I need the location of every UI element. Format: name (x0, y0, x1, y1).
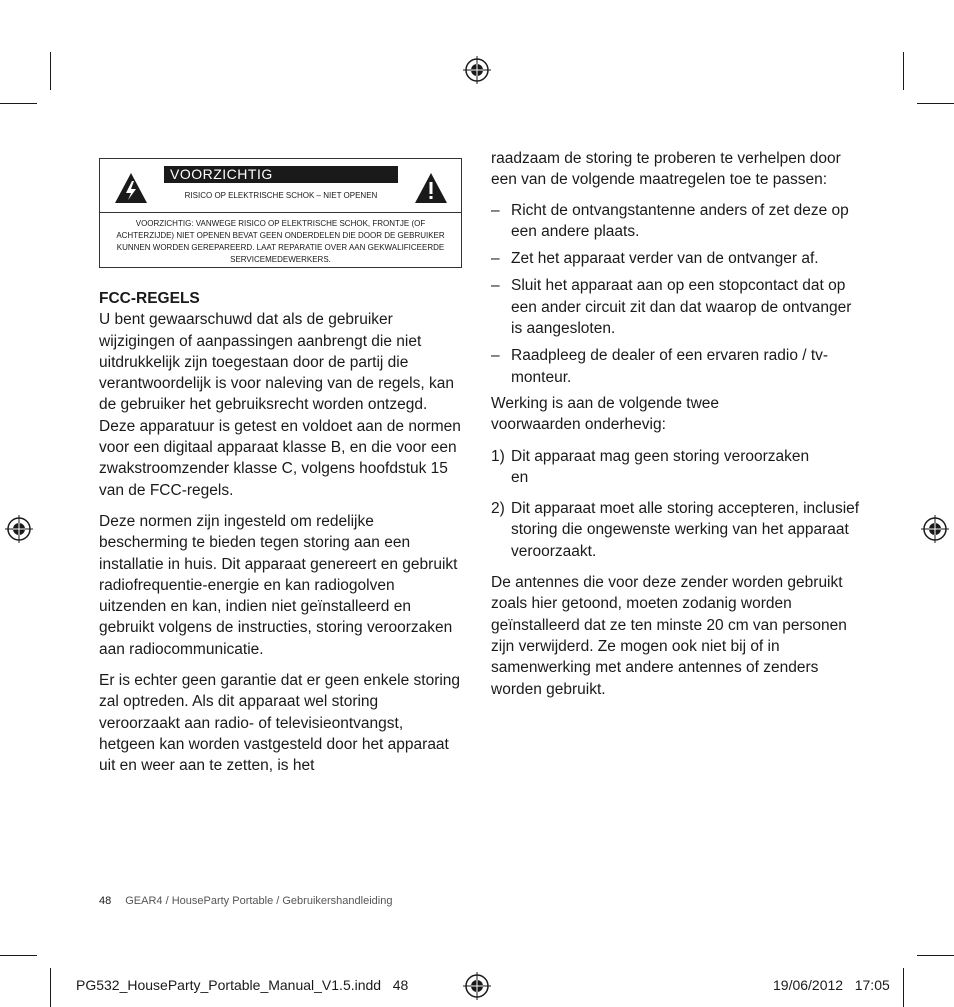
registration-mark-icon (463, 56, 491, 84)
paragraph: Deze normen zijn ingesteld om redelijke bescherming te bieden tegen storing aan een installatie in huis. Dit apparaat genereert en gebruikt radiofrequentie-energie en kan radiogolven uitzenden en kan, indien niet geïnstalleerd en gebruikt volgens de instructies, storing veroorzaken aan radiocommunicatie. (99, 512, 458, 658)
crop-mark (903, 968, 904, 1007)
crop-mark (0, 103, 37, 104)
crop-mark (50, 968, 51, 1007)
exclamation-triangle-icon (414, 172, 448, 204)
slug-datetime: 19/06/2012 17:05 (773, 977, 890, 993)
paragraph: De antennes die voor deze zender worden gebruikt zoals hier getoond, moeten zodanig worden geïnstalleerd dat ze ten minste 20 cm van personen zijn verwijderd. Ze mogen ook niet bij of in samenwerking met andere antennes of zenders worden gebruikt. (491, 574, 847, 698)
dash-marker: – (491, 347, 500, 365)
registration-mark-icon (463, 972, 491, 1000)
caution-title: VOORZICHTIG (164, 166, 398, 183)
list-item-text: Raadpleeg de dealer of een ervaren radio / tv-monteur. (511, 347, 829, 386)
dash-marker: – (491, 277, 500, 295)
condition-item (491, 498, 863, 562)
condition-number: 1) (491, 447, 505, 465)
registration-mark-icon (921, 515, 949, 543)
condition-number: 2) (491, 500, 505, 518)
paragraph: Werking is aan de volgende twee voorwaarden onderhevig: (491, 394, 720, 434)
condition-item (491, 446, 811, 489)
list-item-text: Richt de ontvangstantenne anders of zet deze op een andere plaats. (511, 201, 849, 240)
condition-text: Dit apparaat moet alle storing accepteren, inclusief storing die ongewenste werking van het apparaat veroorzaakt. (511, 500, 860, 560)
paragraph: U bent gewaarschuwd dat als de gebruiker wijzigingen of aanpassingen aanbrengt die niet uitdrukkelijk zijn toegestaan door de partij die verantwoordelijk is voor naleving van de regels, kan de gebruiker het gebruiksrecht worden ontzegd. Deze apparatuur is getest en voldoet aan de normen voor een digitaal apparaat klasse B, en die voor een zwakstroomzender klasse C, volgens hoofdstuk 15 van de FCC-regels. (99, 311, 461, 499)
condition-text: Dit apparaat mag geen storing veroorzaken en (511, 447, 810, 486)
dash-marker: – (491, 201, 500, 219)
caution-box (99, 158, 462, 268)
caution-text: VOORZICHTIG: VANWEGE RISICO OP ELEKTRISCHE SCHOK, FRONTJE (OF ACHTERZIJDE) NIET OPENEN BEVAT GEEN ONDERDELEN DIE DOOR DE GEBRUIKER KUNNEN WORDEN GEREPAREERD. LAAT REPARATIE OVER AAN GEKWALIFICEERDE SERVICEMEDEWERKERS. (116, 219, 445, 264)
page-footer (99, 895, 392, 907)
list-item (491, 200, 863, 243)
crop-mark (50, 52, 51, 90)
crop-mark (903, 52, 904, 90)
lightning-triangle-icon (114, 172, 148, 204)
right-column (491, 148, 863, 700)
caution-header (100, 159, 461, 213)
crop-mark (917, 103, 954, 104)
crop-mark (0, 955, 37, 956)
list-item-text: Zet het apparaat verder van de ontvanger af. (511, 250, 819, 268)
page-number: 48 (99, 895, 112, 907)
section-heading: FCC-REGELS (99, 290, 200, 307)
dash-marker: – (491, 250, 500, 268)
footer-text: GEAR4 / HouseParty Portable / Gebruikershandleiding (125, 895, 393, 907)
list-item (491, 275, 863, 339)
list-item-text: Sluit het apparaat aan op een stopcontact dat op een ander circuit zit dan dat waarop de ontvanger is aangesloten. (511, 277, 852, 338)
crop-mark (917, 955, 954, 956)
paragraph: Er is echter geen garantie dat er geen enkele storing zal optreden. Als dit apparaat wel storing veroorzaakt aan radio- of televisieontvangst, hetgeen kan worden vastgesteld door het apparaat uit en weer aan te zetten, is het (99, 672, 461, 775)
caution-subtitle: RISICO OP ELEKTRISCHE SCHOK – NIET OPENEN (184, 191, 378, 200)
slug-filename: PG532_HouseParty_Portable_Manual_V1.5.indd 48 (76, 977, 409, 993)
list-item (491, 248, 863, 269)
list-item (491, 345, 863, 388)
paragraph: raadzaam de storing te proberen te verhelpen door een van de volgende maatregelen toe te passen: (491, 150, 841, 189)
left-column (99, 288, 463, 777)
registration-mark-icon (5, 515, 33, 543)
